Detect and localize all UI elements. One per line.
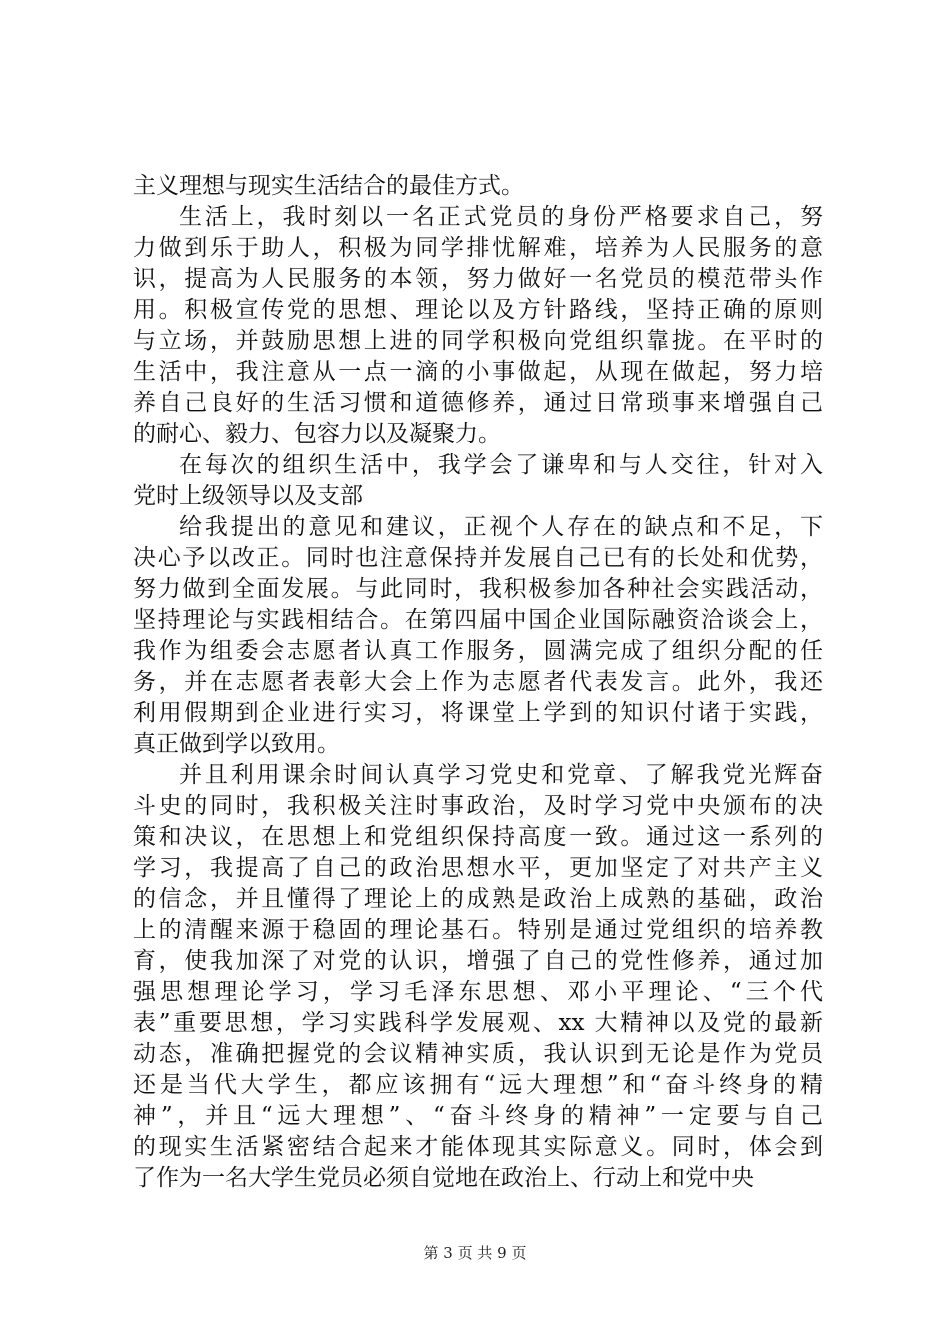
document-body	[133, 171, 823, 1194]
text-line: 学习，我提高了自己的政治思想水平，更加坚定了对共产主义	[133, 855, 823, 881]
text-line: 利用假期到企业进行实习，将课堂上学到的知识付诸于实践，	[133, 700, 823, 726]
text-line: 坚持理论与实践相结合。在第四届中国企业国际融资洽谈会上，	[133, 607, 823, 633]
text-line: 力做到乐于助人，积极为同学排忧解难，培养为人民服务的意	[133, 235, 823, 261]
text-line: 我作为组委会志愿者认真工作服务，圆满完成了组织分配的任	[133, 638, 823, 664]
text-line: 了作为一名大学生党员必须自觉地在政治上、行动上和党中央	[133, 1165, 754, 1191]
text-line: 务，并在志愿者表彰大会上作为志愿者代表发言。此外，我还	[133, 669, 823, 695]
paragraph	[133, 760, 823, 1194]
text-line: 真正做到学以致用。	[133, 731, 340, 757]
text-line: 生活中，我注意从一点一滴的小事做起，从现在做起，努力培	[133, 359, 823, 385]
text-line: 策和决议，在思想上和党组织保持高度一致。通过这一系列的	[133, 824, 823, 850]
text-line: 识，提高为人民服务的本领，努力做好一名党员的模范带头作	[133, 266, 823, 292]
text-line: 的信念，并且懂得了理论上的成熟是政治上成熟的基础，政治	[133, 886, 823, 912]
text-line: 养自己良好的生活习惯和道德修养，通过日常琐事来增强自己	[133, 390, 823, 416]
text-line: 上的清醒来源于稳固的理论基石。特别是通过党组织的培养教	[133, 917, 823, 943]
text-line: 努力做到全面发展。与此同时，我积极参加各种社会实践活动，	[133, 576, 823, 602]
paragraph	[133, 202, 823, 450]
text-line: 用。积极宣传党的思想、理论以及方针路线，坚持正确的原则	[133, 297, 823, 323]
text-line: 的现实生活紧密结合起来才能体现其实际意义。同时，体会到	[133, 1134, 823, 1160]
text-line: 与立场，并鼓励思想上进的同学积极向党组织靠拢。在平时的	[133, 328, 823, 354]
text-line: 斗史的同时，我积极关注时事政治，及时学习党中央颁布的决	[133, 793, 823, 819]
text-line: 主义理想与现实生活结合的最佳方式。	[133, 173, 524, 199]
text-line: 决心予以改正。同时也注意保持并发展自己已有的长处和优势，	[133, 545, 823, 571]
paragraph	[133, 450, 823, 512]
text-line: 强思想理论学习，学习毛泽东思想、邓小平理论、“三个代	[133, 979, 823, 1005]
paragraph	[133, 512, 823, 760]
text-line: 并且利用课余时间认真学习党史和党章、了解我党光辉奋	[179, 762, 823, 788]
text-line: 党时上级领导以及支部	[133, 483, 363, 509]
text-line: 给我提出的意见和建议，正视个人存在的缺点和不足，下	[179, 514, 823, 540]
paragraph	[133, 171, 823, 202]
text-line: 神”，并且“远大理想”、“奋斗终身的精神”一定要与自己	[133, 1103, 823, 1129]
text-line: 表”重要思想，学习实践科学发展观、xx 大精神以及党的最新	[133, 1010, 823, 1036]
page-footer	[0, 1243, 950, 1263]
text-line: 的耐心、毅力、包容力以及凝聚力。	[133, 421, 501, 447]
text-line: 动态，准确把握党的会议精神实质，我认识到无论是作为党员	[133, 1041, 823, 1067]
text-line: 育，使我加深了对党的认识，增强了自己的党性修养，通过加	[133, 948, 823, 974]
text-line: 生活上，我时刻以一名正式党员的身份严格要求自己，努	[179, 204, 823, 230]
text-line: 还是当代大学生，都应该拥有“远大理想”和“奋斗终身的精	[133, 1072, 823, 1098]
text-line: 在每次的组织生活中，我学会了谦卑和与人交往，针对入	[179, 452, 823, 478]
page-number-label: 第 3 页 共 9 页	[423, 1244, 527, 1262]
